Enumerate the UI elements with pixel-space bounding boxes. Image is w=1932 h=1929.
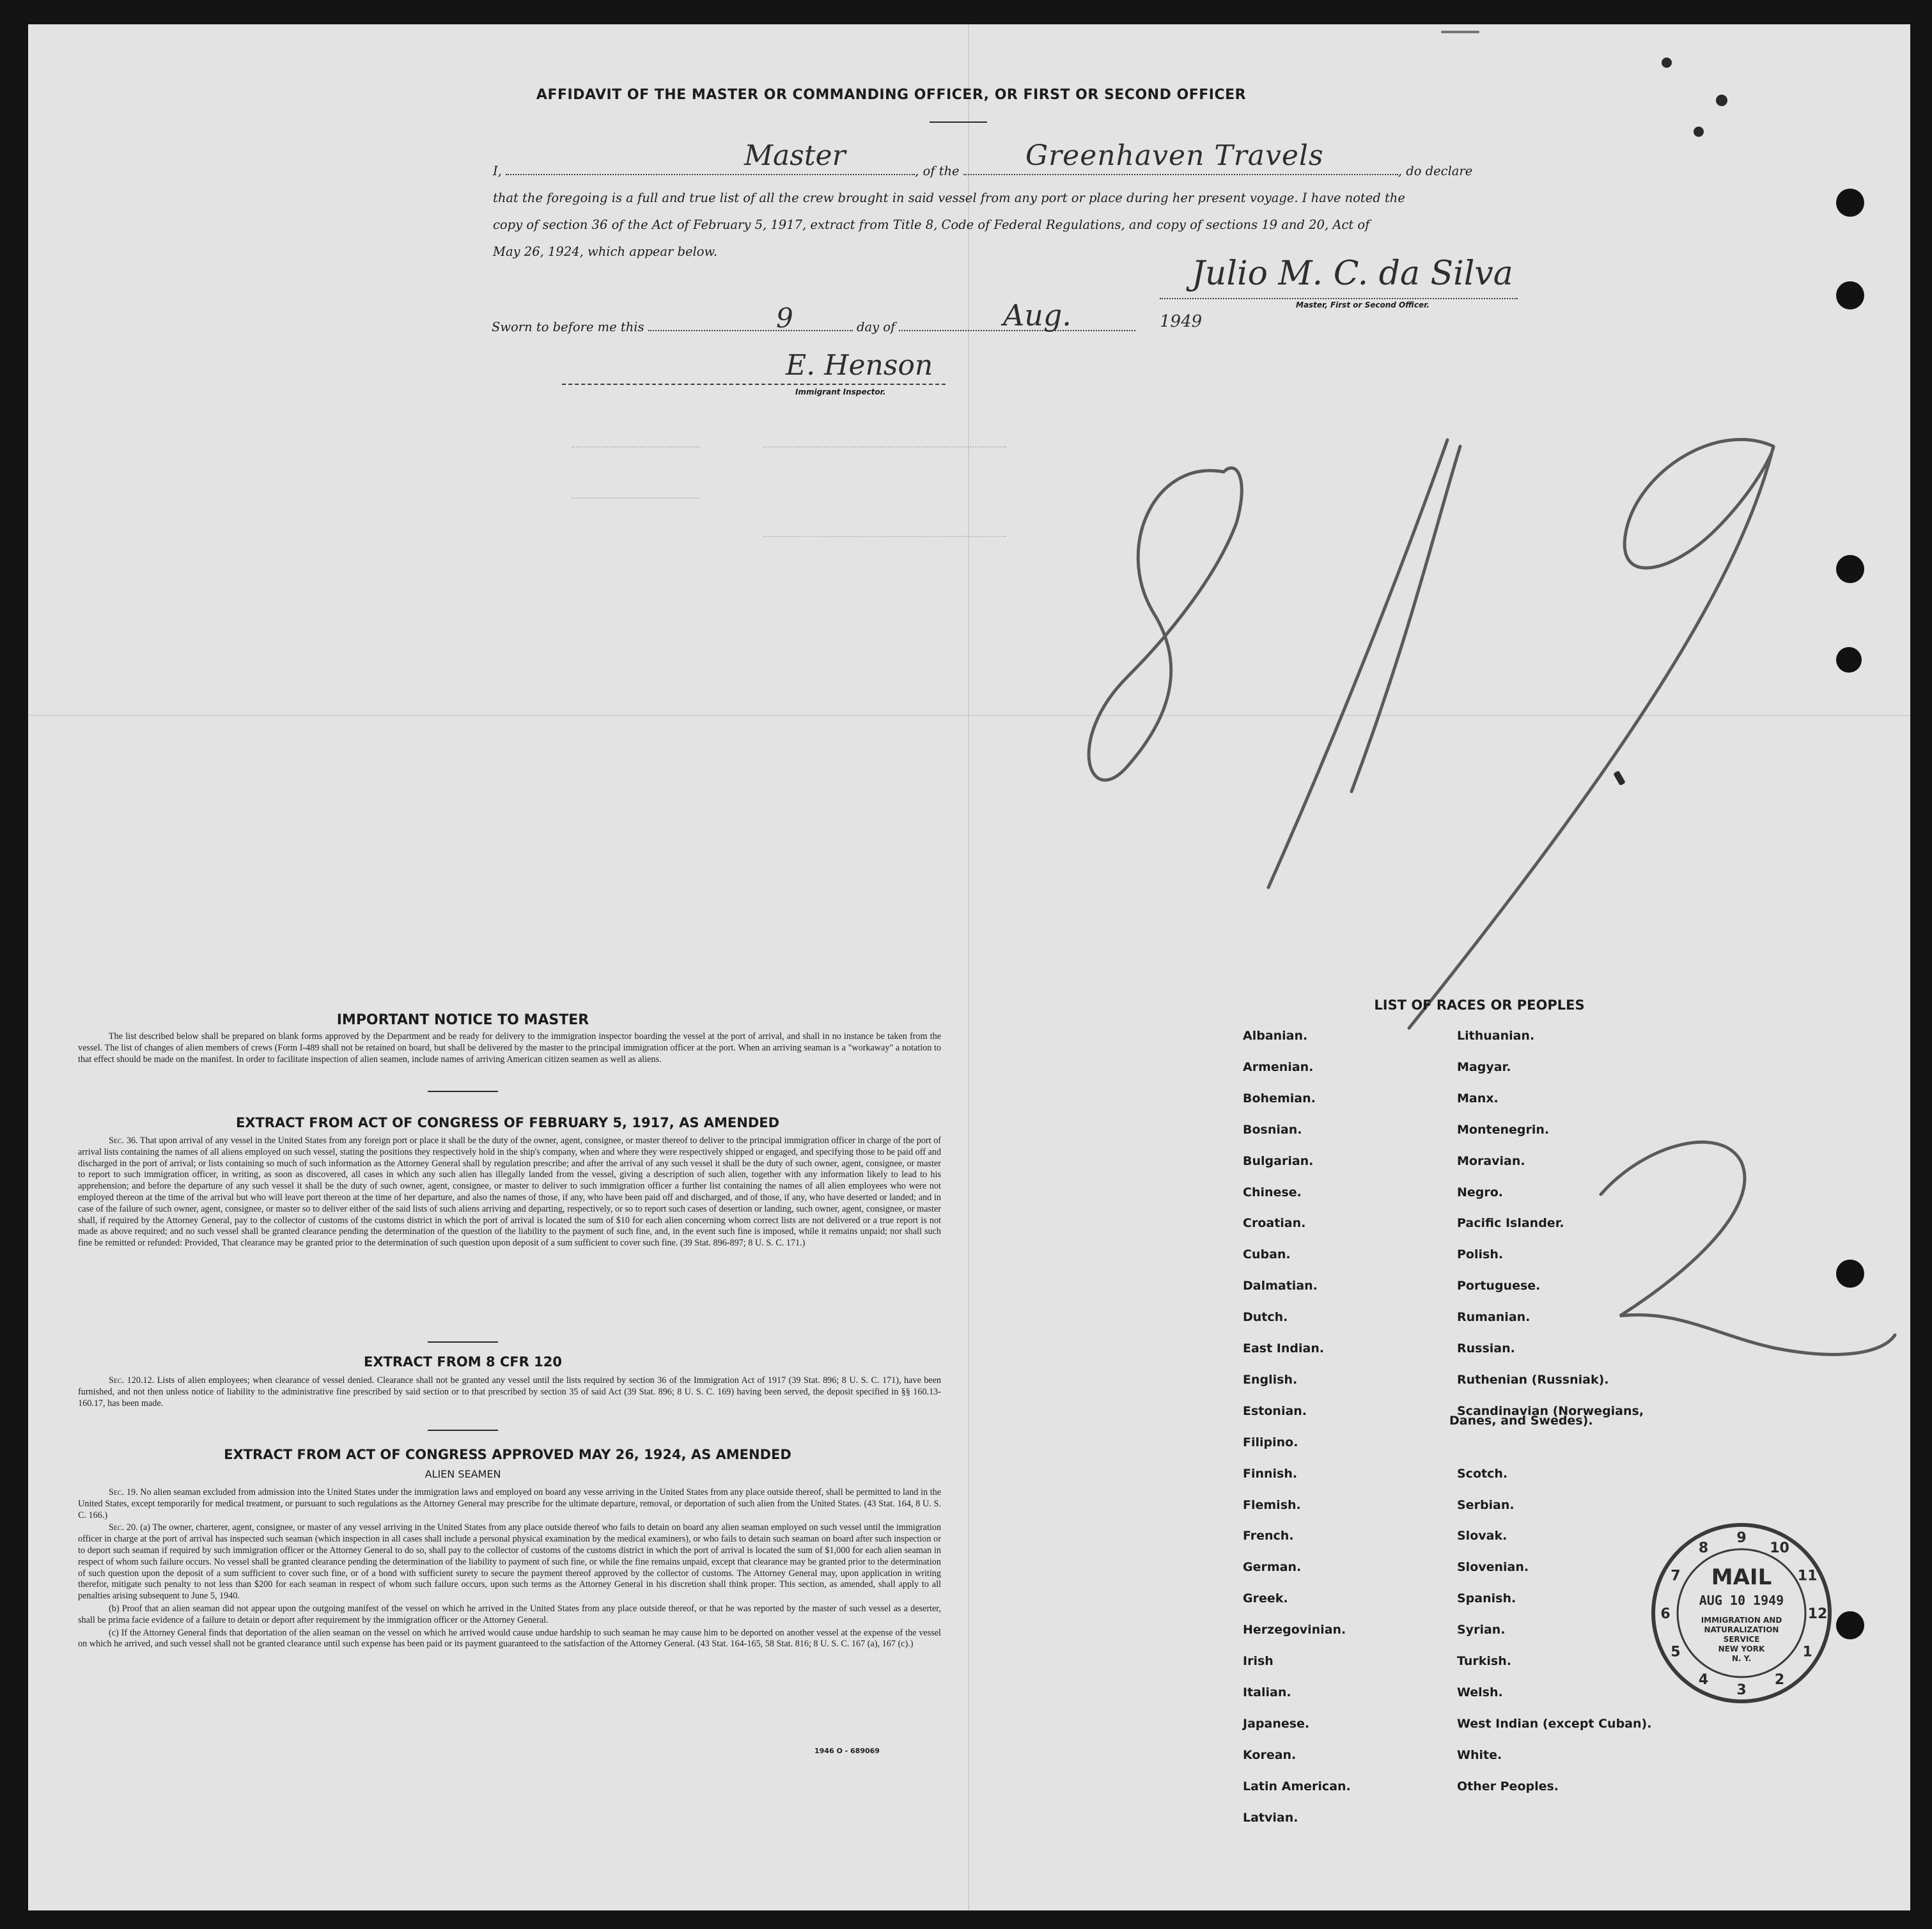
- affidavit-of-the: , of the: [915, 164, 960, 178]
- sworn-day-word: day of: [856, 320, 896, 334]
- race-right-item: Slovak.: [1457, 1529, 1507, 1543]
- title-rule: [930, 121, 987, 123]
- inspector-caption: Immigrant Inspector.: [795, 387, 886, 396]
- stamp-ring-digit: 6: [1660, 1606, 1671, 1622]
- race-right-item: Portuguese.: [1457, 1279, 1541, 1293]
- sec-19-label: Sec. 19.: [109, 1487, 138, 1497]
- affidavit-i: I,: [493, 164, 502, 178]
- inspector-signature: E. Henson: [786, 349, 933, 382]
- print-code: 1946 O - 689069: [814, 1747, 880, 1755]
- race-right-item: Manx.: [1457, 1091, 1499, 1105]
- digit-1-stroke: [1352, 446, 1460, 792]
- race-right-item: Montenegrin.: [1457, 1122, 1550, 1137]
- race-left-item: Estonian.: [1243, 1403, 1307, 1418]
- race-left-item: Latin American.: [1243, 1779, 1351, 1793]
- race-left-item: Finnish.: [1243, 1466, 1298, 1481]
- races-title: LIST OF RACES OR PEOPLES: [1374, 997, 1585, 1013]
- race-left-item: Albanian.: [1243, 1029, 1308, 1043]
- race-right-item: Other Peoples.: [1457, 1779, 1559, 1793]
- race-right-item: Lithuanian.: [1457, 1029, 1535, 1043]
- race-left-item: Armenian.: [1243, 1059, 1314, 1074]
- affidavit-declare: , do declare: [1398, 164, 1473, 178]
- alien-seamen-subtitle: ALIEN SEAMEN: [425, 1468, 501, 1480]
- race-right-item: Scotch.: [1457, 1466, 1508, 1481]
- race-left-item: French.: [1243, 1529, 1294, 1543]
- race-left-item: Bosnian.: [1243, 1122, 1302, 1137]
- extract-1924-body: [78, 1487, 941, 1652]
- sec-20c-text: (c) If the Attorney General finds that deportation of the alien seaman on the vessel on which he arrived would cause undue hardship to such seaman he may cause him to be deported on another vessel at the expense of the vessel on which he arrived, and such vessel shall not be granted clearance until such expense has been paid or its payment guaranteed to the satisfaction of the Attorney General. (43 Stat. 164-165, 58 Stat. 816; 8 U. S. C. 167 (a), 167 (c).): [78, 1627, 941, 1650]
- race-right-item: Slovenian.: [1457, 1560, 1529, 1575]
- ink-speck: [1716, 95, 1727, 106]
- stamp-ring-digit: 5: [1671, 1644, 1681, 1660]
- stamp-line-5: N. Y.: [1731, 1654, 1752, 1663]
- sec-36-label: Sec. 36.: [109, 1136, 138, 1146]
- race-left-item: Dalmatian.: [1243, 1279, 1318, 1293]
- ink-speck: [1662, 58, 1672, 68]
- handwritten-small-number: [1550, 1114, 1908, 1380]
- stamp-ring-digit: 9: [1736, 1530, 1747, 1546]
- affidavit-line-2: that the foregoing is a full and true list of all the crew brought in said vessel from any port or place during her present voyage. I have noted the: [493, 191, 1405, 205]
- handwritten-day: 9: [776, 302, 793, 334]
- sec-20-label: Sec. 20.: [109, 1522, 138, 1533]
- race-right-item: Negro.: [1457, 1185, 1504, 1199]
- handwritten-master: Master: [744, 139, 846, 172]
- race-right-item: Polish.: [1457, 1247, 1504, 1262]
- sec-120-text: Lists of alien employees; when clearance of vessel denied. Clearance shall not be granted any vessel until the lists required by section 36 of the Immigration Act of 1917 (39 Stat. 896; 8 U. S. C. 171), have been furnished, and not then unless notice of liability to the administrative fine prescribed by said section or to that prescribed by section 35 of said Act (39 Stat. 896; 8 U. S. C. 169) having been served, the deposit specified in §§ 160.13-160.17, has been made.: [78, 1375, 941, 1409]
- extract-1917-title: EXTRACT FROM ACT OF CONGRESS OF FEBRUARY 5, 1917, AS AMENDED: [235, 1115, 780, 1130]
- stamp-line-4: NEW YORK: [1718, 1644, 1765, 1653]
- stamp-date: AUG 10 1949: [1699, 1593, 1784, 1608]
- race-left-item: Bulgarian.: [1243, 1153, 1314, 1168]
- race-right-continuation: Danes, and Swedes).: [1449, 1414, 1593, 1428]
- sec-36-text: That upon arrival of any vessel in the United States from any foreign port or place it shall be the duty of the owner, agent, consignee, or master thereof to deliver to the principal immigration officer in charge of the port of arrival lists containing the names of all aliens employed on such vessel, stating the positions they respectively hold in the ship's company, when and where they were respectively shipped or engaged, and specifying those to be paid off and discharged in the port of arrival; or lists containing so much of such information as the Attorney General shall by regulation prescribe; and after the arrival of any such vessel it shall be the duty of such owner, agent, consignee, or master to report to such immigration officer, in writing, as soon as discovered, all cases in which any such alien has illegally landed from the vessel, giving a description of such alien, together with any information likely to lead to his apprehension; and before the departure of any such vessel it shall be the duty of such owner, agent, consignee, or master to deliver to such immigration officer a further list containing the names of all alien employees who were not employed thereon at the time of the arrival but who will leave port thereon at the time of her departure, and also the names of those, if any, who have been paid off and discharged, and of those, if any, who have deserted or landed; and in case of the failure of such owner, agent, consignee, or master so to deliver either of the said lists of such aliens arriving and departing, respectively, or so to report such cases of desertion or landing, such owner, agent, consignee, or master shall, if required by the Attorney General, pay to the collector of customs of the customs district in which the port of arrival is located the sum of $10 for each alien concerning whom correct lists are not delivered or a true report is not made as above required; and no such vessel shall be granted clearance pending the determination of the question of the liability to the payment of such fine, and, in the event such fine is imposed, while it remains unpaid; nor shall such fine be remitted or refunded: Provided, That clearance may be granted prior to the determination of such question upon deposit of a sum sufficient to cover such fine. (39 Stat. 896-897; 8 U. S. C. 171.): [78, 1136, 942, 1249]
- punch-hole: [1836, 555, 1864, 583]
- race-left-item: Dutch.: [1243, 1310, 1288, 1325]
- stamp-ring-digit: 4: [1698, 1672, 1709, 1689]
- digit-9-stroke: [1409, 439, 1773, 1028]
- sec-120-label: Sec. 120.12.: [109, 1375, 155, 1386]
- race-right-item: Syrian.: [1457, 1623, 1506, 1637]
- extract-1917-body: [78, 1136, 941, 1251]
- master-signature: Julio M. C. da Silva: [1192, 254, 1513, 293]
- digit-8-stroke: [1089, 468, 1242, 780]
- stamp-ring-digit: 7: [1671, 1568, 1681, 1584]
- stamp-line-1: IMMIGRATION AND: [1701, 1616, 1782, 1625]
- race-right-item: Welsh.: [1457, 1685, 1503, 1699]
- race-left-item: Latvian.: [1243, 1810, 1298, 1825]
- stamp-outer-ring: [1653, 1525, 1830, 1701]
- race-right-item: White.: [1457, 1747, 1502, 1762]
- sworn-year: 1949: [1160, 312, 1203, 331]
- race-right-item: Spanish.: [1457, 1591, 1516, 1606]
- race-right-item: Turkish.: [1457, 1654, 1511, 1668]
- stamp-ring-digit: 1: [1802, 1644, 1812, 1660]
- affidavit-line-3: copy of section 36 of the Act of February 5, 1917, extract from Title 8, Code of Federal Regulations, and copy of sections 19 and 20, Act of: [493, 217, 1370, 232]
- ink-speck: [1441, 31, 1479, 33]
- handwritten-large-text: 8/19: [1077, 373, 1100, 385]
- punch-hole: [1836, 189, 1864, 217]
- race-right-item: Scandinavian (Norwegians,: [1457, 1403, 1644, 1418]
- ink-speck: [1694, 127, 1704, 137]
- race-right-item: West Indian (except Cuban).: [1457, 1716, 1652, 1731]
- affidavit-line-1: [493, 157, 1472, 185]
- stamp-ring-digit: 10: [1770, 1540, 1789, 1556]
- race-right-item: Ruthenian (Russniak).: [1457, 1372, 1609, 1387]
- handwritten-small-text: 2: [1550, 1114, 1557, 1127]
- stamp-ring-digit: 11: [1797, 1568, 1818, 1584]
- sec-20b-text: (b) Proof that an alien seaman did not appear upon the outgoing manifest of the vessel on which he arrived in the United States from any place outside thereof, or that he was reported by the master of such vessel as a deserter, shall be prima facie evidence of a failure to detain or deport after requirement by the immigration officer or the Attorney General.: [78, 1603, 941, 1625]
- race-right-item: Moravian.: [1457, 1153, 1525, 1168]
- affidavit-line-4: May 26, 1924, which appear below.: [493, 244, 718, 259]
- stamp-ring-digit: 2: [1774, 1672, 1785, 1689]
- race-left-item: Chinese.: [1243, 1185, 1302, 1199]
- punch-hole: [1836, 1260, 1864, 1288]
- stamp-ring-digit: 3: [1736, 1682, 1747, 1698]
- punch-hole: [1836, 1611, 1864, 1639]
- race-left-item: Flemish.: [1243, 1497, 1301, 1512]
- race-left-item: Filipino.: [1243, 1435, 1298, 1449]
- bleed-through-marks: [572, 421, 1032, 568]
- race-right-item: Russian.: [1457, 1341, 1515, 1355]
- slash-stroke: [1268, 440, 1447, 887]
- race-left-item: Cuban.: [1243, 1247, 1291, 1262]
- race-left-item: Greek.: [1243, 1591, 1288, 1606]
- race-left-item: Italian.: [1243, 1685, 1291, 1699]
- stamp-line-3: SERVICE: [1723, 1635, 1760, 1644]
- sec-19-text: No alien seaman excluded from admission into the United States under the immigration laws and employed on board any vesse arriving in the United States from any place outside thereof, shall be permitted to land in the United States, except temporarily for medical treatment, or pursuant to such regulations as the Attorney General may prescribe for the ultimate departure, removal, or deportation of such alien from the United States. (43 Stat. 164, 8 U. S. C. 166.): [78, 1487, 942, 1520]
- race-left-item: German.: [1243, 1560, 1302, 1575]
- cfr-body: [78, 1375, 941, 1410]
- race-right-item: Serbian.: [1457, 1497, 1515, 1512]
- race-right-item: Magyar.: [1457, 1059, 1511, 1074]
- notice-body: [78, 1031, 941, 1066]
- mail-stamp: [1649, 1520, 1834, 1706]
- digit-2-stroke: [1601, 1142, 1895, 1354]
- notice-title: IMPORTANT NOTICE TO MASTER: [336, 1012, 589, 1028]
- stamp-ring-digit: 8: [1698, 1540, 1709, 1556]
- handwritten-vessel-name: Greenhaven Travels: [1025, 139, 1324, 172]
- stamp-ring-digit: 12: [1807, 1606, 1828, 1622]
- stamp-line-2: NATURALIZATION: [1704, 1625, 1779, 1634]
- race-left-item: English.: [1243, 1372, 1298, 1387]
- race-right-item: Rumanian.: [1457, 1310, 1531, 1325]
- sec-20a-text: (a) The owner, charterer, agent, consignee, or master of any vessel arriving in the United States from any place outside thereof who fails to detain on board any alien seaman employed on such vessel until the immigration officer in charge at the port of arrival has inspected such seaman (which inspection in all cases shall include a personal physical examination by the medical examiners), or who fails to detain such seaman on board after such inspection or to deport such seaman if required by such immigration officer or the Attorney General to do so, shall pay to the collector of customs of the customs district in which the port of arrival is located the sum of $1,000 for each alien seaman in respect of whom such failure occurs. No vessel shall be granted clearance pending the determination of the liability to payment of such fine, or while the fine remains unpaid, except that clearance may be granted prior to the determination of such question upon the deposit of a sum sufficient to cover such fine, or of a bond with sufficient surety to secure the payment thereof approved by the collector of customs. The Attorney General may, upon application in writing therefor, mitigate such penalty to not less than $200 for each seaman in respect of whom such failure occurs, upon such terms as the Attorney General in his discretion shall think proper. This section, as amended, shall apply to all penalties arising subsequent to June 5, 1940.: [78, 1522, 942, 1602]
- handwritten-large-number: [1077, 373, 1844, 1060]
- race-left-item: Irish: [1243, 1654, 1274, 1668]
- notice-text: The list described below shall be prepared on blank forms approved by the Department and be ready for delivery to the immigration inspector boarding the vessel at the port of arrival, and shall in no instance be taken from the vessel. The list of changes of alien members of crews (Form I-489 shall not be retained on board, but shall be delivered by the master to the principal immigration officer at the port. When an arriving seaman is a "workaway" a notation to that effect should be made on the manifest. In order to facilitate inspection of alien seamen, include names of arriving American citizen seamen as well as aliens.: [78, 1031, 941, 1065]
- punch-hole: [1836, 281, 1864, 309]
- race-left-item: Korean.: [1243, 1747, 1297, 1762]
- cfr-title: EXTRACT FROM 8 CFR 120: [364, 1354, 562, 1370]
- punch-hole: [1836, 647, 1862, 673]
- fold-line-vertical: [968, 24, 969, 1910]
- document-page: [28, 24, 1910, 1910]
- race-left-item: East Indian.: [1243, 1341, 1325, 1355]
- affidavit-title: AFFIDAVIT OF THE MASTER OR COMMANDING OFFICER, OR FIRST OR SECOND OFFICER: [536, 87, 1247, 103]
- master-signature-caption: Master, First or Second Officer.: [1296, 301, 1430, 309]
- sworn-prefix: Sworn to before me this: [492, 320, 644, 334]
- race-right-item: Pacific Islander.: [1457, 1216, 1564, 1231]
- handwritten-month: Aug.: [1003, 298, 1071, 332]
- extract-1924-title: EXTRACT FROM ACT OF CONGRESS APPROVED MAY 26, 1924, AS AMENDED: [224, 1447, 791, 1462]
- race-left-item: Japanese.: [1243, 1716, 1310, 1731]
- race-left-item: Croatian.: [1243, 1216, 1306, 1231]
- race-left-item: Herzegovinian.: [1243, 1623, 1346, 1637]
- stamp-word: MAIL: [1711, 1565, 1772, 1590]
- race-left-item: Bohemian.: [1243, 1091, 1316, 1105]
